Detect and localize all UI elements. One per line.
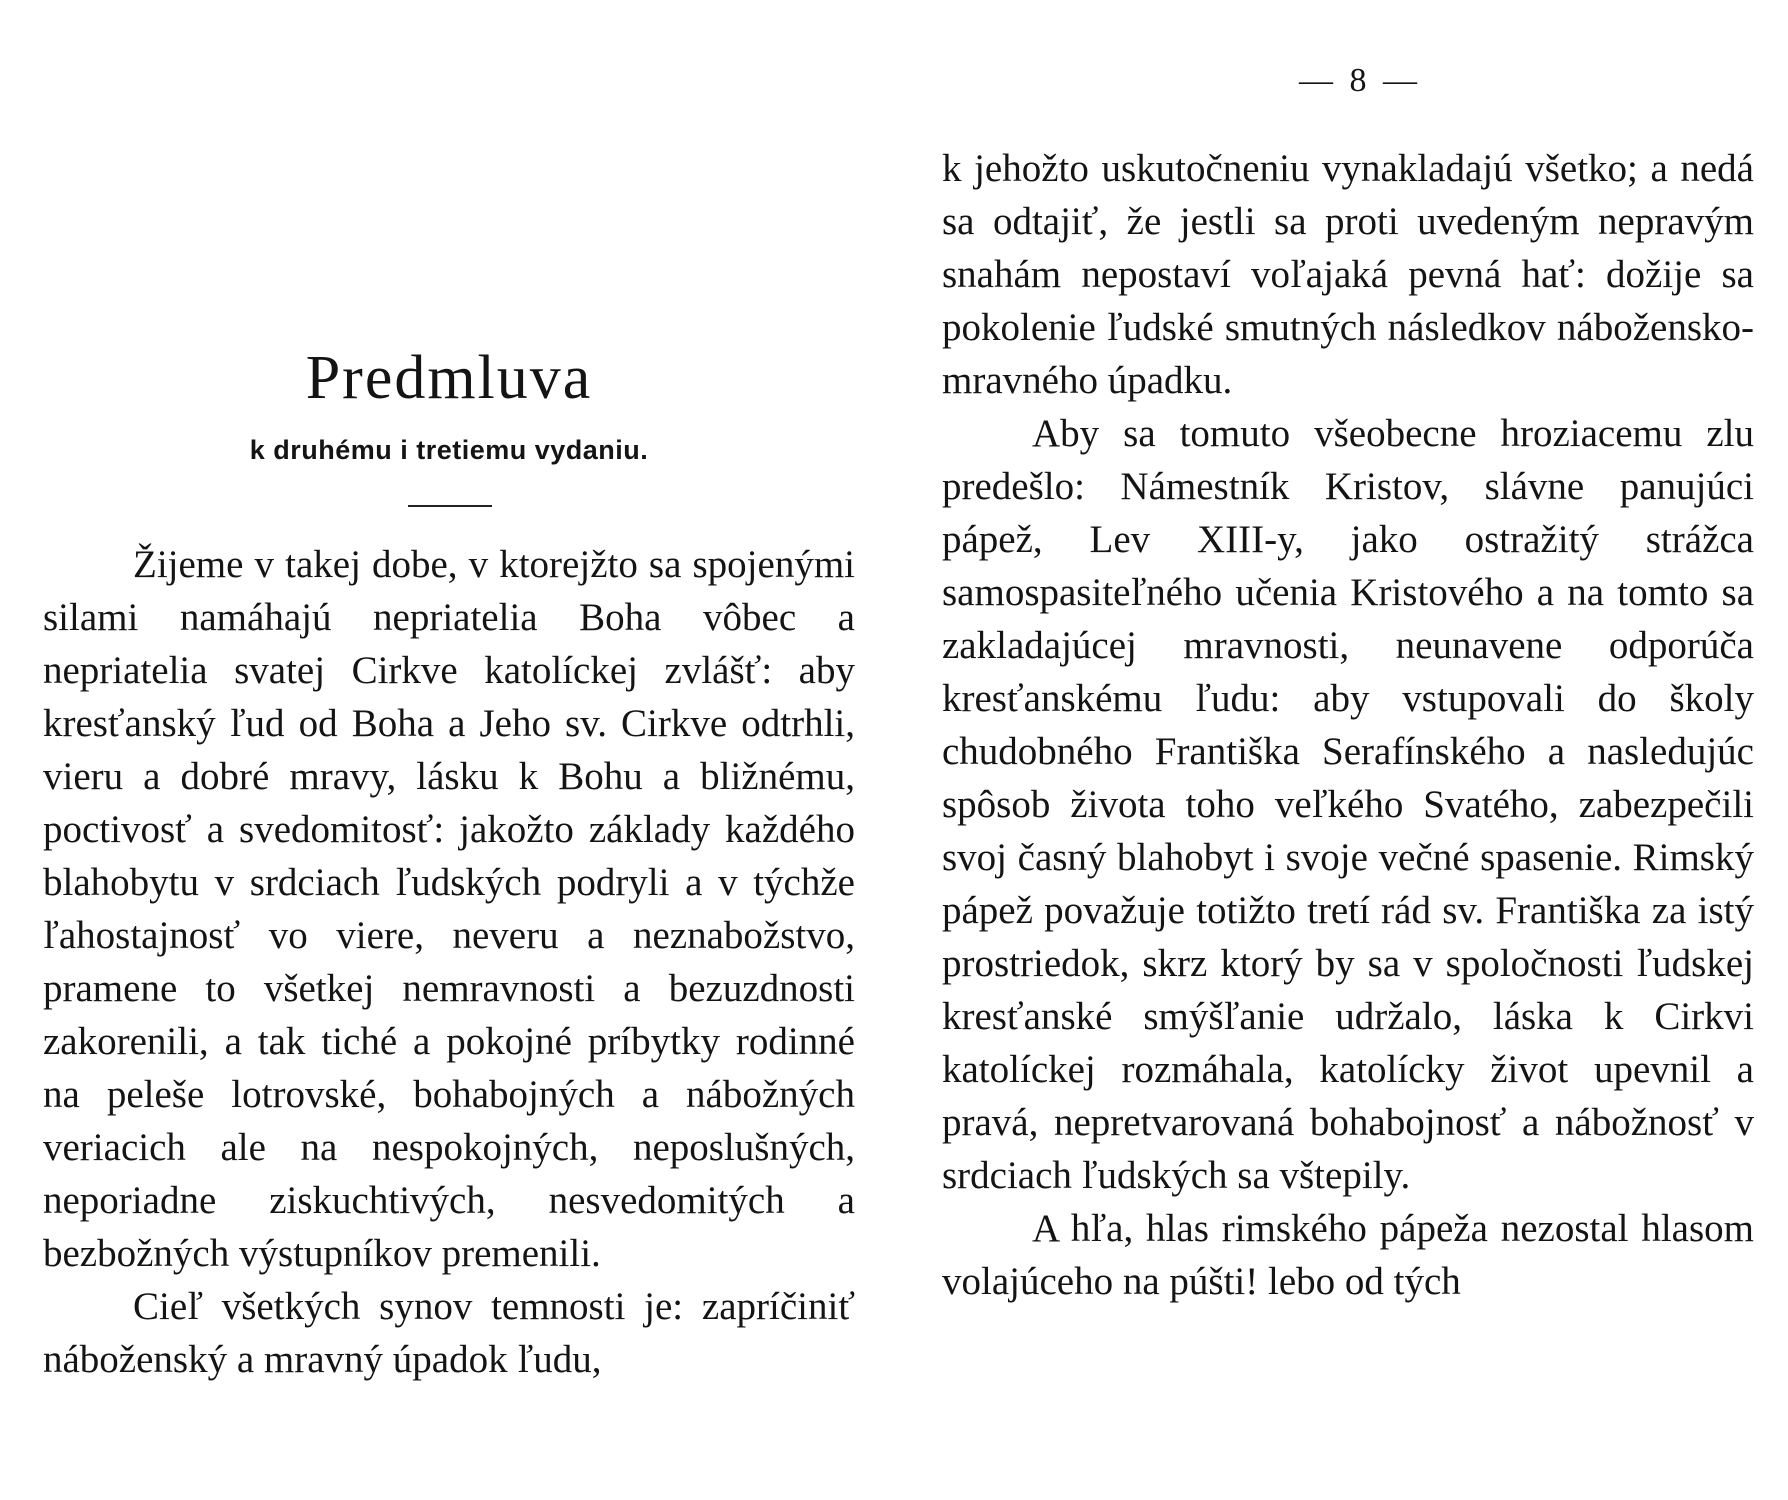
heading-divider (408, 505, 492, 507)
paragraph: Aby sa tomuto všeobecne hroziacemu zlu predešlo: Námestník Kristov, slávne panujúci pápež, Lev XIII-y, jako ostražitý strážca samospasiteľného učenia Kristového a na tomto sa zakladajúcej mravnosti, neunavene odporúča kresťanskému ľudu: aby vstupovali do školy chudobného Františka Serafínského a nasledujúc spôsob života toho veľkého Svatého, zabezpečili svoj časný blahobyt i svoje večné spasenie. Rimský pápež považuje totižto tretí rád sv. Františka za istý prostriedok, skrz ktorý by sa v spoločnosti ľudskej kresťanské smýšľanie udržalo, láska k Cirkvi katolíckej rozmáhala, katolícky život upevnil a pravá, nepretvarovaná bohabojnosť a nábožnosť v srdciach ľudských sa vštepily. (942, 412, 1754, 1197)
page-title: Predmluva (305, 344, 593, 412)
paragraph: Cieľ všetkých synov temnosti je: zapríčiniť náboženský a mravný úpadok ľudu, (43, 1285, 855, 1381)
right-text-column (942, 142, 1754, 1308)
page-subtitle: k druhému i tretiemu vydaniu. (249, 435, 649, 465)
paragraph: Žijeme v takej dobe, v ktorejžto sa spojenými silami namáhajú nepriatelia Boha vôbec a nepriatelia svatej Cirkve katolíckej zvlášť: aby kresťanský ľud od Boha a Jeho sv. Cirkve odtrhli, vieru a dobré mravy, lásku k Bohu a bližnému, poctivosť a svedomitosť: jakožto základy každého blahobytu v srdciach ľudských podryli a v týchže ľahostajnosť vo viere, neveru a neznabožstvo, pramene to všetkej nemravnosti a bezuzdnosti zakorenili, a tak tiché a pokojné príbytky rodinné na peleše lotrovské, bohabojných a nábožných veriacich ale na nespokojných, neposlušných, neporiadne ziskuchtivých, nesvedomitých a bezbožných výstupníkov premenili. (43, 543, 855, 1275)
page-number: — 8 — (1299, 62, 1421, 99)
paragraph: k jehožto uskutočneniu vynakladajú všetko; a nedá sa odtajiť, že jestli sa proti uvedeným nepravým snahám nepostaví voľajaká pevná hať: dožije sa pokolenie ľudské smutných následkov nábožensko-mravného úpadku. (942, 147, 1754, 402)
left-text-column (43, 538, 855, 1386)
paragraph: A hľa, hlas rimského pápeža nezostal hlasom volajúceho na púšti! lebo od tých (942, 1207, 1754, 1303)
